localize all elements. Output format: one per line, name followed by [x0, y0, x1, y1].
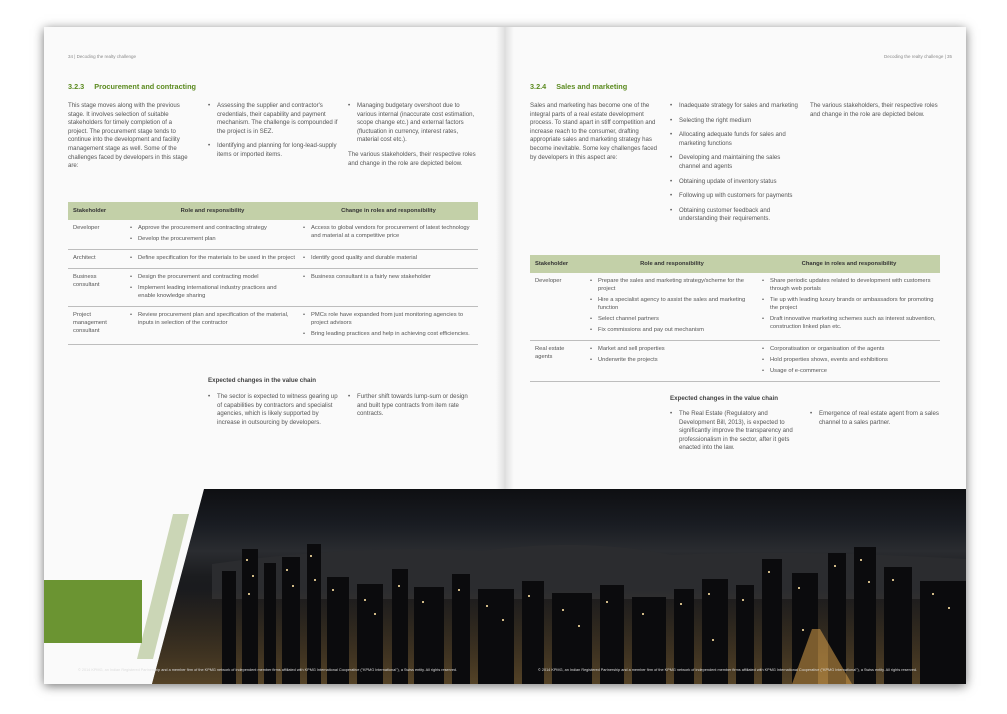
- left-expected-title: Expected changes in the value chain: [208, 377, 316, 384]
- left-col2-list: [208, 102, 338, 160]
- table-header-cell: Change in roles and responsibility: [758, 255, 940, 273]
- bullet-item: • Allocating adequate funds for sales and marketing functions: [670, 131, 802, 148]
- left-expected-list1: [208, 393, 342, 427]
- bullet-item: • Market and sell properties: [590, 345, 754, 353]
- cell-bullet-list: [303, 273, 474, 281]
- left-section-number: 3.2.3: [68, 82, 85, 91]
- bullet-item: • Developing and maintaining the sales channel and agents: [670, 154, 802, 171]
- bullet-item: • Identify good quality and durable material: [303, 254, 474, 262]
- bullet-item: • Inadequate strategy for sales and marketing: [670, 102, 802, 111]
- change-cell: [758, 273, 940, 341]
- table-header-cell: Stakeholder: [530, 255, 586, 273]
- decorative-green-block: [44, 580, 142, 643]
- right-section-heading: [530, 82, 627, 91]
- bullet-item: • Further shift towards lump-sum or design and built type contracts from item rate contracts.: [348, 393, 478, 419]
- stakeholder-cell: Developer: [68, 220, 126, 250]
- left-expected-col2: [348, 393, 478, 425]
- bullet-item: • Obtaining customer feedback and understanding their requirements.: [670, 207, 802, 224]
- change-cell: [299, 220, 478, 250]
- cell-bullet-list: [303, 311, 474, 338]
- bullet-item: • Define specification for the materials to be used in the project: [130, 254, 295, 262]
- role-cell: [126, 269, 299, 307]
- right-footer-copyright: © 2014 KPMG, an Indian Registered Partnership and a member firm of the KPMG network of independent member firms affiliated with KPMG International Cooperative ("KPMG International"), a Swiss entity. All rights reserved.: [538, 668, 918, 672]
- table-header-row: [68, 202, 478, 220]
- cell-bullet-list: [590, 345, 754, 364]
- bullet-item: • Share periodic updates related to development with customers through web portals: [762, 277, 936, 293]
- bullet-item: • Emergence of real estate agent from a sales channel to a sales partner.: [810, 410, 940, 427]
- bullet-item: • Review procurement plan and specification of the material, inputs in selection of the contractor: [130, 311, 295, 327]
- bullet-item: • Hold properties shows, events and exhibitions: [762, 356, 936, 364]
- cell-bullet-list: [130, 224, 295, 243]
- stakeholder-cell: Project management consultant: [68, 307, 126, 345]
- bullet-item: • Tie up with leading luxury brands or ambassadors for promoting the project: [762, 296, 936, 312]
- table-header-cell: Role and responsibility: [126, 202, 299, 220]
- stakeholder-cell: Architect: [68, 250, 126, 269]
- role-cell: [586, 273, 758, 341]
- table-row: [68, 269, 478, 307]
- table-row: [68, 250, 478, 269]
- stakeholder-cell: Business consultant: [68, 269, 126, 307]
- bullet-item: • Following up with customers for payments: [670, 192, 802, 201]
- left-challenges-col2: [208, 102, 338, 166]
- right-section-number: 3.2.4: [530, 82, 547, 91]
- bullet-item: • Develop the procurement plan: [130, 235, 295, 243]
- left-section-heading: [68, 82, 196, 91]
- table-header-row: [530, 255, 940, 273]
- right-expected-list2: [810, 410, 940, 427]
- role-cell: [126, 307, 299, 345]
- skyline-svg: [152, 489, 966, 684]
- right-stakeholder-table: [530, 255, 940, 382]
- left-footer-copyright: © 2014 KPMG, an Indian Registered Partnership and a member firm of the KPMG network of independent member firms affiliated with KPMG International Cooperative ("KPMG International"), a Swiss entity. All rights reserved.: [78, 668, 458, 672]
- bullet-item: • Obtaining update of inventory status: [670, 178, 802, 187]
- right-expected-title: Expected changes in the value chain: [670, 395, 778, 402]
- bullet-item: • Managing budgetary overshoot due to various internal (inaccurate cost estimation, scope change etc.) and external factors (fluctuation in currency, interest rates, material cost etc.).: [348, 102, 480, 145]
- cell-bullet-list: [590, 277, 754, 334]
- cell-bullet-list: [762, 345, 936, 375]
- page-gutter: [496, 27, 514, 489]
- left-expected-col1: [208, 393, 342, 433]
- change-cell: [299, 269, 478, 307]
- right-section-title: Sales and marketing: [556, 82, 628, 91]
- stakeholder-cell: Developer: [530, 273, 586, 341]
- right-expected-list1: [670, 410, 804, 453]
- bullet-item: • Underwrite the projects: [590, 356, 754, 364]
- table-row: [530, 273, 940, 341]
- bullet-item: • Implement leading international industry practices and enable knowledge sharing: [130, 284, 295, 300]
- bullet-item: • Bring leading practices and help in achieving cost efficiencies.: [303, 330, 474, 338]
- right-challenges-col2: [670, 102, 802, 230]
- bullet-item: • Hire a specialist agency to assist the sales and marketing function: [590, 296, 754, 312]
- change-cell: [299, 307, 478, 345]
- bullet-item: • Assessing the supplier and contractor's credentials, their capability and payment mechanism. The challenge is compounded if the project is in SEZ.: [208, 102, 338, 136]
- left-section-title: Procurement and contracting: [94, 82, 197, 91]
- left-col3-list: [348, 102, 480, 145]
- cell-bullet-list: [303, 224, 474, 240]
- left-intro-text: This stage moves along with the previous stage. It involves selection of suitable stakeholders for timely completion of a project. The procurement stage tends to continue into the development and facility management stage as well. Some of the challenges faced by developers in this stage are:: [68, 102, 188, 170]
- bullet-item: • Selecting the right medium: [670, 117, 802, 126]
- table-header-cell: Stakeholder: [68, 202, 126, 220]
- table-row: [530, 341, 940, 382]
- right-col2-list: [670, 102, 802, 224]
- cell-bullet-list: [303, 254, 474, 262]
- bullet-item: • PMCs role have expanded from just monitoring agencies to project advisors: [303, 311, 474, 327]
- cell-bullet-list: [130, 273, 295, 300]
- left-expected-list2: [348, 393, 478, 419]
- city-skyline-photo: [152, 489, 966, 684]
- bullet-item: • Select channel partners: [590, 315, 754, 323]
- right-expected-col1: [670, 410, 804, 459]
- bullet-item: • Design the procurement and contracting model: [130, 273, 295, 281]
- right-col3-text: The various stakeholders, their respective roles and change in the role are depicted below.: [810, 102, 938, 118]
- role-cell: [586, 341, 758, 382]
- left-stakeholder-table: [68, 202, 478, 345]
- bullet-item: • Access to global vendors for procurement of latest technology and material at a competitive price: [303, 224, 474, 240]
- table-header-cell: Change in roles and responsibility: [299, 202, 478, 220]
- change-cell: [758, 341, 940, 382]
- stakeholder-cell: Real estate agents: [530, 341, 586, 382]
- cell-bullet-list: [130, 311, 295, 327]
- right-running-header: Decoding the realty challenge | 35: [884, 54, 952, 59]
- left-running-header: 34 | Decoding the realty challenge: [68, 54, 136, 59]
- bullet-item: • Corporatisation or organisation of the agents: [762, 345, 936, 353]
- bullet-item: • Identifying and planning for long-lead-supply items or imported items.: [208, 142, 338, 159]
- bullet-item: • Draft innovative marketing schemes such as interest subvention, construction linked plan etc.: [762, 315, 936, 331]
- table-header-cell: Role and responsibility: [586, 255, 758, 273]
- left-col3-after: The various stakeholders, their respective roles and change in the role are depicted below.: [348, 150, 476, 167]
- left-challenges-col3: [348, 102, 480, 174]
- right-intro-text: Sales and marketing has become one of the integral parts of a real estate development process. To stand apart in stiff competition and increase reach to the consumer, drafting appropriate sales and marketing strategy has become inevitable. Some key challenges faced by developers in this aspect are:: [530, 102, 658, 161]
- bullet-item: • The sector is expected to witness gearing up of capabilities by contractors and specialist agencies, which is likely supported by increase in outsourcing by developers.: [208, 393, 342, 427]
- bullet-item: • Business consultant is a fairly new stakeholder: [303, 273, 474, 281]
- right-expected-col2: [810, 410, 940, 433]
- cell-bullet-list: [762, 277, 936, 331]
- bullet-item: • The Real Estate (Regulatory and Development Bill, 2013), is expected to significantly improve the transparency and professionalism in the sector, after it gets enacted into the law.: [670, 410, 804, 453]
- cell-bullet-list: [130, 254, 295, 262]
- bullet-item: • Fix commissions and pay out mechanism: [590, 326, 754, 334]
- table-row: [68, 220, 478, 250]
- table-row: [68, 307, 478, 345]
- role-cell: [126, 250, 299, 269]
- brochure-spread: [44, 27, 966, 684]
- bullet-item: • Prepare the sales and marketing strategy/scheme for the project: [590, 277, 754, 293]
- change-cell: [299, 250, 478, 269]
- bullet-item: • Approve the procurement and contracting strategy: [130, 224, 295, 232]
- bullet-item: • Usage of e-commerce: [762, 367, 936, 375]
- role-cell: [126, 220, 299, 250]
